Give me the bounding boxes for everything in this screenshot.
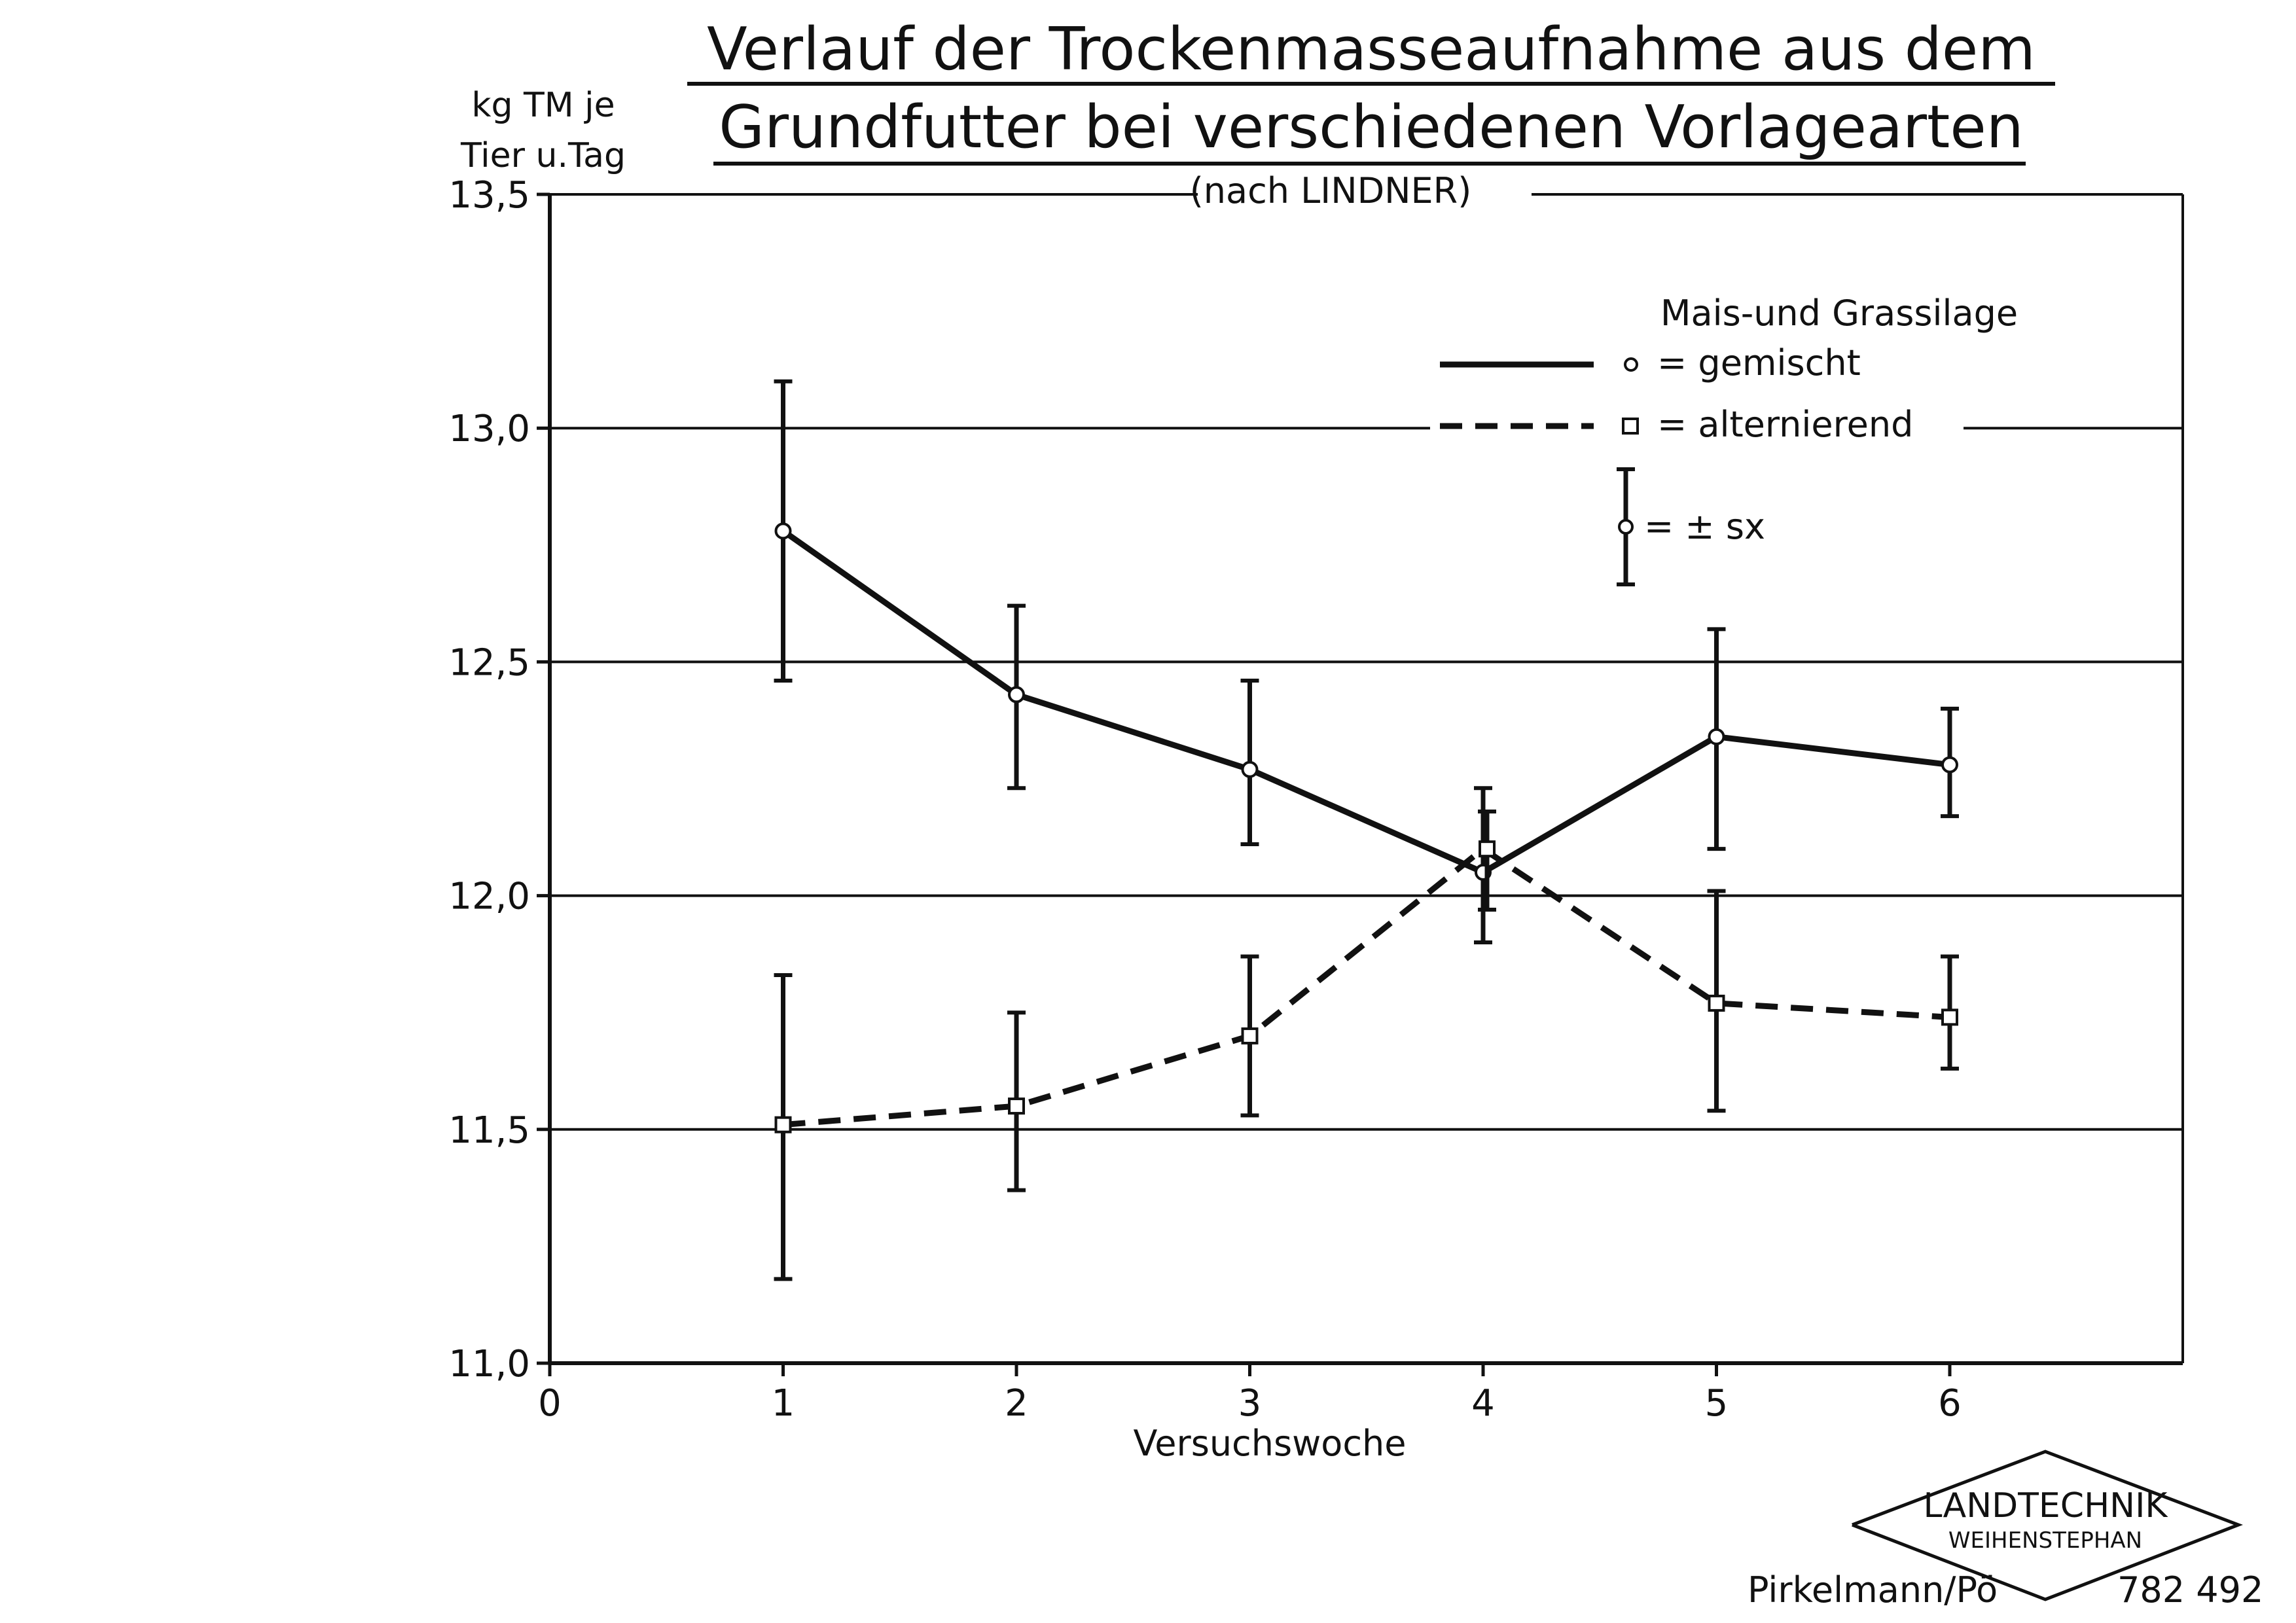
x-axis-label: Versuchswoche (1133, 1423, 1407, 1464)
logo-text-sub: WEIHENSTEPHAN (1948, 1527, 2143, 1554)
data-point-square (1710, 996, 1724, 1010)
footer-number: 782 492 (2117, 1569, 2264, 1611)
chart-subtitle: (nach LINDNER) (1189, 170, 1472, 211)
data-point-square (1943, 1010, 1957, 1024)
x-tick-label: 1 (771, 1382, 795, 1425)
chart-title-line1: Verlauf der Trockenmasseaufnahme aus dem (707, 15, 2036, 84)
data-point-circle (1943, 758, 1957, 772)
legend-title: Mais-und Grassilage (1660, 293, 2018, 334)
data-point-circle (776, 524, 791, 538)
y-axis-label-line1: kg TM je (471, 86, 615, 125)
y-tick-label: 13,0 (448, 408, 530, 451)
legend-label-alternierend: = alternierend (1657, 404, 1914, 445)
legend-errorbar-marker (1619, 520, 1632, 533)
data-point-circle (1710, 730, 1724, 744)
y-axis-label-line2: Tier u.Tag (460, 136, 626, 175)
data-point-square (1480, 842, 1494, 856)
data-point-square (1009, 1099, 1024, 1113)
chart-title-line2: Grundfutter bei verschiedenen Vorlagearten (719, 93, 2024, 162)
legend-square-marker (1623, 419, 1638, 433)
series-alternierend (774, 812, 1960, 1279)
grid-layer (550, 194, 2183, 1130)
series-line (783, 531, 1950, 872)
logo-text-main: LANDTECHNIK (1923, 1486, 2168, 1525)
footer-author: Pirkelmann/Pö (1748, 1569, 1998, 1611)
legend-label-error: = ± sx (1644, 506, 1765, 547)
x-tick-label: 6 (1938, 1382, 1962, 1425)
data-point-square (1243, 1029, 1257, 1043)
legend-circle-marker (1625, 359, 1637, 370)
data-point-circle (1009, 687, 1024, 702)
legend-label-gemischt: = gemischt (1657, 342, 1861, 383)
x-tick-label: 5 (1704, 1382, 1729, 1425)
y-tick-label: 11,0 (448, 1343, 530, 1385)
y-tick-label: 12,5 (448, 641, 530, 685)
series-layer (774, 382, 1960, 1279)
x-tick-label: 4 (1471, 1382, 1495, 1425)
x-tick-label: 0 (538, 1382, 562, 1425)
x-tick-label: 2 (1005, 1382, 1028, 1425)
y-tick-label: 13,5 (448, 174, 530, 217)
series-line (783, 849, 1950, 1124)
data-point-square (776, 1118, 791, 1132)
data-point-circle (1243, 762, 1257, 777)
y-tick-label: 11,5 (448, 1109, 530, 1152)
y-tick-label: 12,0 (448, 875, 530, 918)
x-tick-label: 3 (1238, 1382, 1262, 1425)
legend (1440, 293, 2018, 584)
